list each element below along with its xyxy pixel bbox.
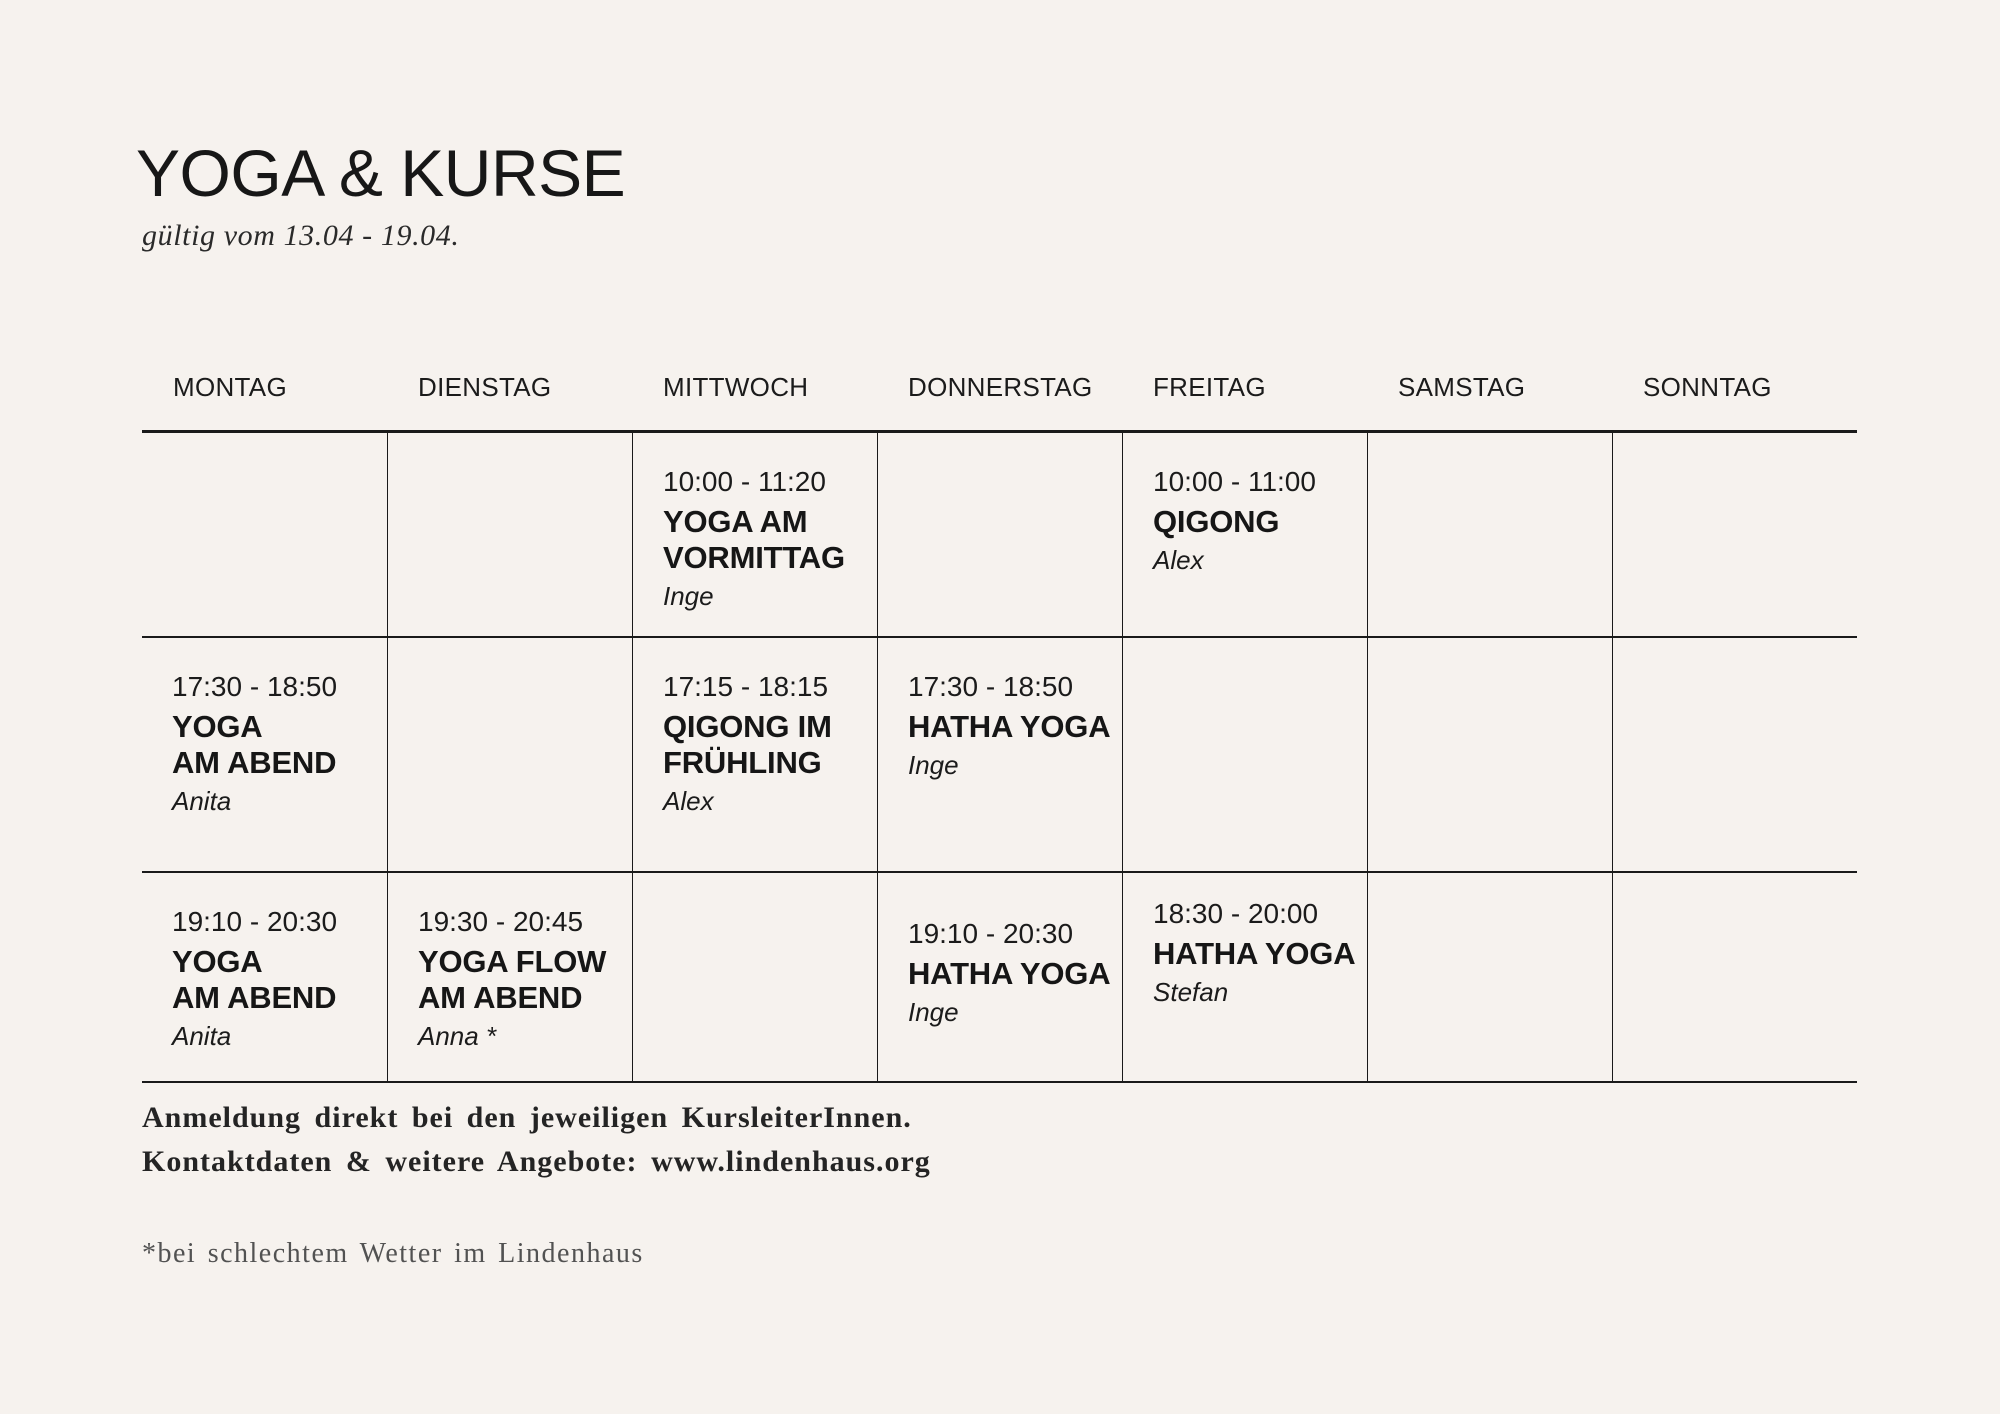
course-cell (877, 873, 1122, 1083)
validity-subtitle: gültig vom 13.04 - 19.04. (142, 219, 460, 252)
empty-cell (1367, 873, 1612, 1083)
course-time: 18:30 - 20:00 (1153, 898, 1319, 929)
course-teacher: Inge (908, 750, 959, 780)
course-title (172, 709, 379, 781)
course-teacher: Anna * (418, 1021, 497, 1051)
course-title (418, 944, 624, 1016)
weather-footnote: *bei schlechtem Wetter im Lindenhaus (142, 1238, 644, 1269)
course-time: 19:10 - 20:30 (172, 906, 338, 937)
course-title (1153, 936, 1359, 972)
course-title-line: AM ABEND (172, 745, 337, 780)
course-title-line: QIGONG IM (663, 709, 832, 744)
course-teacher: Inge (663, 581, 714, 611)
course-cell (632, 433, 877, 638)
course-teacher: Alex (663, 786, 714, 816)
day-header-row (142, 372, 1857, 430)
course-cell (632, 638, 877, 873)
empty-cell (877, 433, 1122, 638)
course-title-line: HATHA YOGA (1153, 936, 1356, 971)
course-cell (1122, 433, 1367, 638)
course-title (908, 709, 1114, 745)
footer (142, 1096, 931, 1184)
empty-cell (1367, 433, 1612, 638)
course-teacher: Anita (172, 786, 232, 816)
course-title-line: YOGA AM (663, 504, 808, 539)
course-title-line: QIGONG (1153, 504, 1280, 539)
day-header-donnerstag: DONNERSTAG (908, 372, 1093, 402)
empty-cell (142, 433, 387, 638)
course-title-line: HATHA YOGA (908, 956, 1111, 991)
day-header-mittwoch: MITTWOCH (663, 372, 809, 402)
course-title (172, 944, 379, 1016)
empty-cell (1612, 433, 1857, 638)
course-teacher: Anita (172, 1021, 232, 1051)
course-title-line: VORMITTAG (663, 540, 845, 575)
course-time: 10:00 - 11:20 (663, 466, 826, 497)
course-title (663, 504, 869, 576)
day-header-freitag: FREITAG (1153, 372, 1266, 402)
course-title-line: AM ABEND (172, 980, 337, 1015)
website-link[interactable]: www.lindenhaus.org (651, 1145, 931, 1178)
empty-cell (1122, 638, 1367, 873)
course-time: 17:15 - 18:15 (663, 671, 829, 702)
course-teacher: Stefan (1153, 977, 1229, 1007)
course-time: 19:10 - 20:30 (908, 918, 1074, 949)
course-time: 19:30 - 20:45 (418, 906, 584, 937)
course-teacher: Inge (908, 997, 959, 1027)
course-title (663, 709, 869, 781)
empty-cell (387, 433, 632, 638)
empty-cell (1612, 873, 1857, 1083)
course-title-line: YOGA (172, 944, 263, 979)
day-header-dienstag: DIENSTAG (418, 372, 552, 402)
course-cell (1122, 873, 1367, 1083)
course-title (908, 956, 1114, 992)
course-cell (877, 638, 1122, 873)
course-title-line: YOGA FLOW (418, 944, 607, 979)
page-title: YOGA & KURSE (136, 136, 626, 210)
course-title-line: HATHA YOGA (908, 709, 1111, 744)
course-time: 17:30 - 18:50 (908, 671, 1074, 702)
schedule-table (142, 372, 1857, 1083)
course-cell (142, 873, 387, 1083)
course-cell (142, 638, 387, 873)
empty-cell (1612, 638, 1857, 873)
course-title-line: AM ABEND (418, 980, 583, 1015)
contact-note-label: Kontaktdaten & weitere Angebote: (142, 1145, 638, 1178)
course-title-line: FRÜHLING (663, 745, 822, 780)
course-teacher: Alex (1153, 545, 1204, 575)
day-header-samstag: SAMSTAG (1398, 372, 1526, 402)
empty-cell (632, 873, 877, 1083)
day-header-montag: MONTAG (173, 372, 287, 402)
day-header-sonntag: SONNTAG (1643, 372, 1772, 402)
course-time: 10:00 - 11:00 (1153, 466, 1316, 497)
course-time: 17:30 - 18:50 (172, 671, 338, 702)
schedule-grid (142, 430, 1857, 1083)
empty-cell (387, 638, 632, 873)
course-title-line: YOGA (172, 709, 263, 744)
course-cell (387, 873, 632, 1083)
registration-note: Anmeldung direkt bei den jeweiligen KursleiterInnen. (142, 1101, 912, 1134)
contact-note (142, 1140, 931, 1184)
empty-cell (1367, 638, 1612, 873)
course-title (1153, 504, 1359, 540)
